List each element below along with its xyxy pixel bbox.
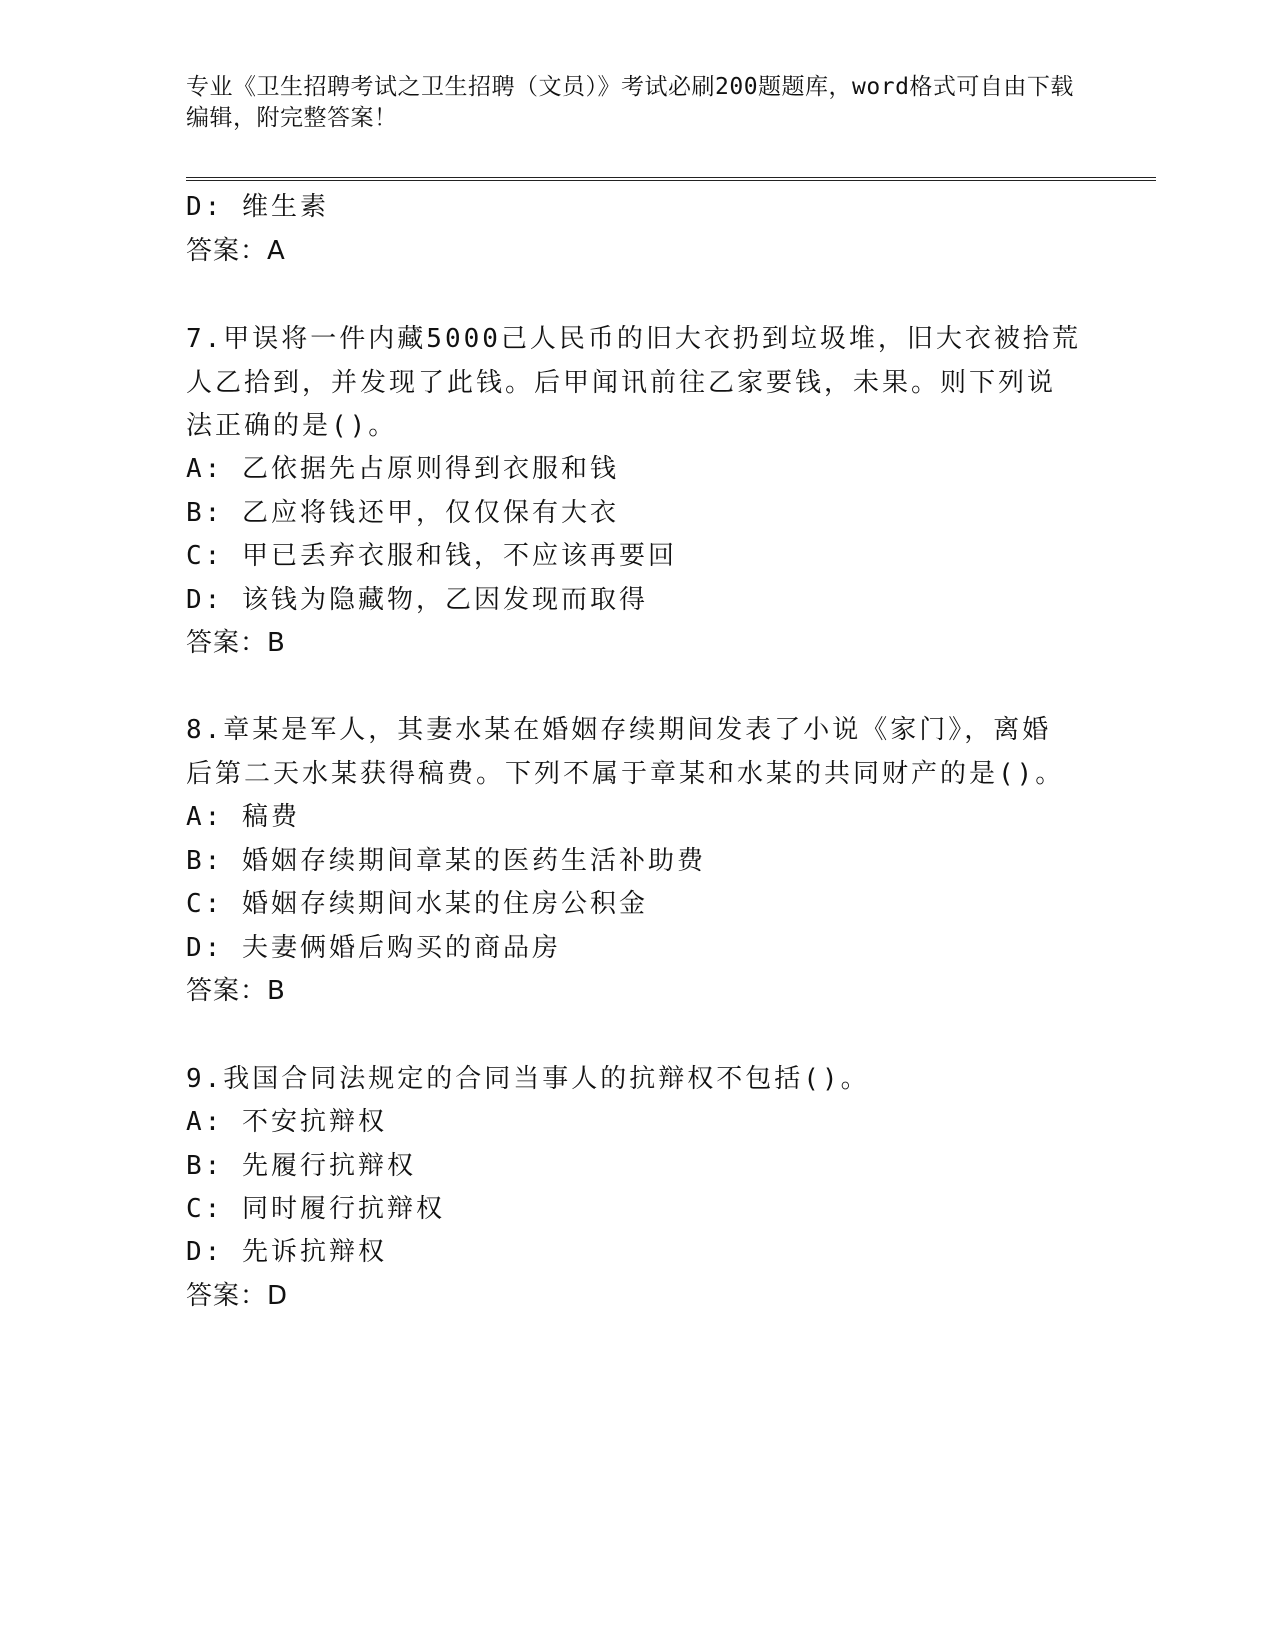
question-stem-line: 法正确的是()。 [186,411,398,441]
option-d: D: 先诉抗辩权 [186,1237,387,1267]
option-b: B: 婚姻存续期间章某的医药生活补助费 [186,846,706,876]
prev-question-option-d: D: 维生素 [186,192,329,222]
page-header: 专业《卫生招聘考试之卫生招聘（文员）》考试必刷200题题库，word格式可自由下载编辑，附完整答案！ [186,74,1074,131]
question-stem-line: 8.章某是军人，其妻水某在婚姻存续期间发表了小说《家门》，离婚 [186,715,1052,745]
question-stem-line: 后第二天水某获得稿费。下列不属于章某和水某的共同财产的是()。 [186,759,1065,789]
question-stem-line: 9.我国合同法规定的合同当事人的抗辩权不包括()。 [186,1064,870,1094]
option-a: A: 稿费 [186,802,300,832]
answer: 答案：D [186,1281,289,1311]
option-c: C: 同时履行抗辩权 [186,1194,445,1224]
option-a: A: 乙依据先占原则得到衣服和钱 [186,454,619,484]
answer: 答案：B [186,976,286,1006]
question-stem-line: 人乙拾到，并发现了此钱。后甲闻讯前往乙家要钱，未果。则下列说 [186,368,1057,398]
option-d: D: 夫妻俩婚后购买的商品房 [186,933,561,963]
answer: 答案：B [186,628,286,658]
prev-question-answer: 答案：A [186,236,286,266]
option-d: D: 该钱为隐藏物，乙因发现而取得 [186,585,648,615]
option-b: B: 乙应将钱还甲，仅仅保有大衣 [186,498,619,528]
header-divider [186,177,1156,181]
option-c: C: 甲已丢弃衣服和钱，不应该再要回 [186,541,677,571]
question-stem-line: 7.甲误将一件内藏5000己人民币的旧大衣扔到垃圾堆，旧大衣被拾荒 [186,324,1081,354]
option-a: A: 不安抗辩权 [186,1107,387,1137]
option-b: B: 先履行抗辩权 [186,1151,416,1181]
option-c: C: 婚姻存续期间水某的住房公积金 [186,889,648,919]
